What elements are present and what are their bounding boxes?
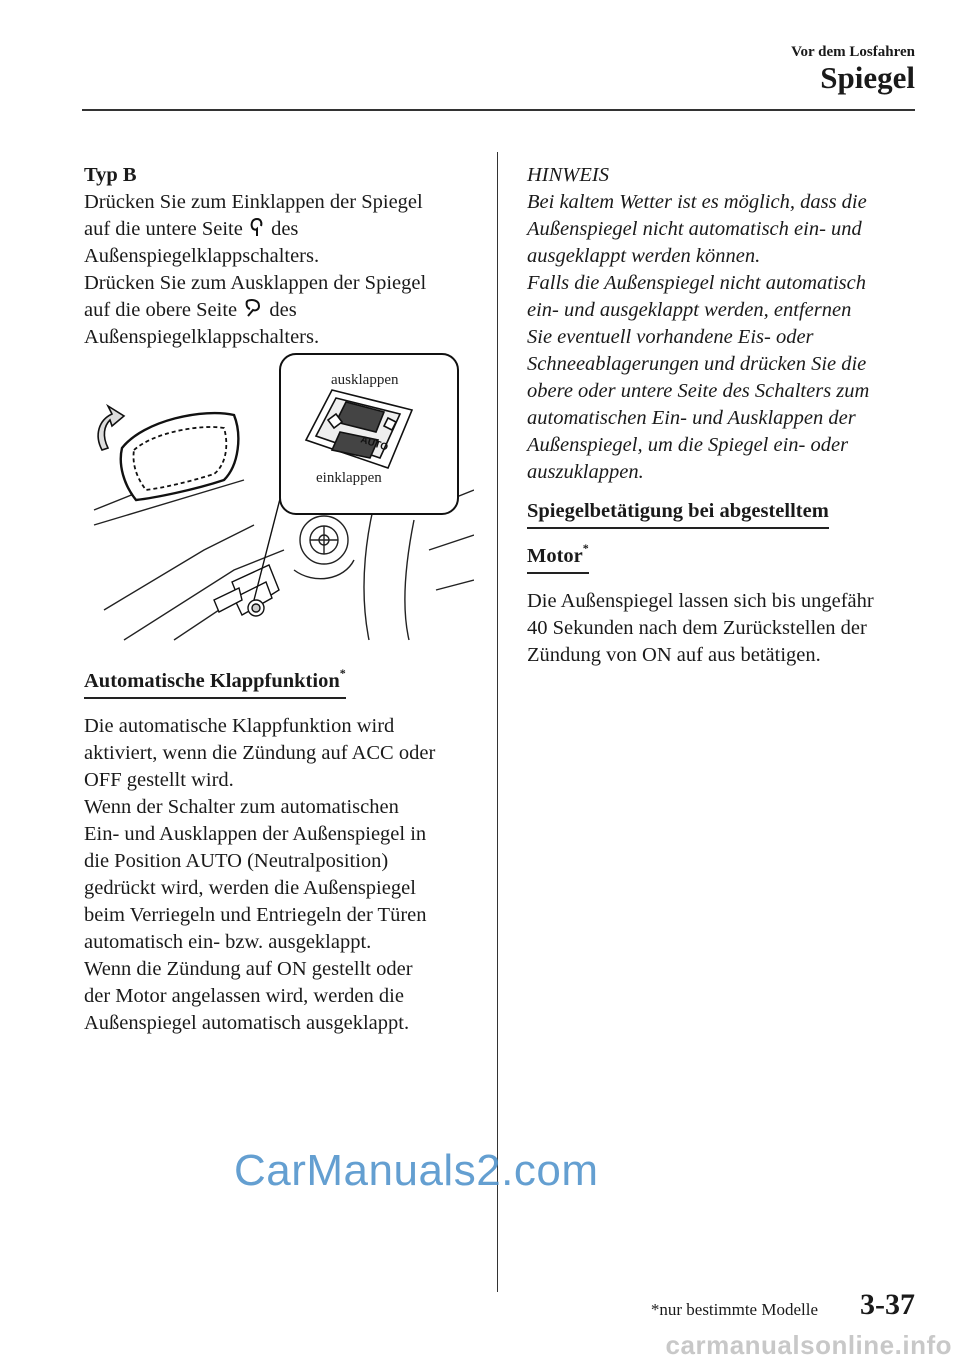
illustration-drawing bbox=[84, 350, 474, 642]
model-asterisk: * bbox=[582, 541, 589, 555]
label-einklappen: einklappen bbox=[316, 470, 382, 486]
note-line: ausgeklappt werden können. bbox=[527, 245, 761, 267]
heading-text: Automatische Klappfunktion bbox=[84, 670, 340, 692]
body-line: die Position AUTO (Neutralposition) bbox=[84, 850, 389, 872]
note-line: Sie eventuell vorhandene Eis- oder bbox=[527, 326, 814, 348]
note-line: Schneeablagerungen und drücken Sie die bbox=[527, 353, 867, 375]
body-line: gedrückt wird, werden die Außenspiegel bbox=[84, 877, 416, 899]
body-line: Die automatische Klappfunktion wird bbox=[84, 715, 395, 737]
switch-auto-text: AUTO bbox=[359, 434, 390, 454]
note-line: ein- und ausgeklappt werden, entfernen bbox=[527, 299, 852, 321]
mirror-switch-illustration bbox=[84, 350, 474, 642]
left-column-bottom bbox=[84, 660, 484, 1037]
typ-label: Typ B bbox=[84, 164, 137, 186]
section-heading-engine-off-line1: Spiegelbetätigung bei abgestelltem bbox=[527, 498, 829, 529]
page-number: 3-37 bbox=[860, 1288, 915, 1321]
label-ausklappen: ausklappen bbox=[331, 372, 399, 388]
para-line: Außenspiegelklappschalters. bbox=[84, 245, 320, 267]
para-text: auf die untere Seite bbox=[84, 218, 243, 240]
body-line: automatisch ein- bzw. ausgeklappt. bbox=[84, 931, 372, 953]
para-line: Drücken Sie zum Ausklappen der Spiegel bbox=[84, 272, 427, 294]
footer-note: *nur bestimmte Modelle bbox=[650, 1300, 818, 1319]
para-line: Drücken Sie zum Einklappen der Spiegel bbox=[84, 191, 423, 213]
body-line: Wenn der Schalter zum automatischen bbox=[84, 796, 399, 818]
para-line bbox=[84, 216, 484, 243]
bottom-site-watermark: carmanualsonline.info bbox=[665, 1330, 952, 1360]
para-text: auf die obere Seite bbox=[84, 299, 238, 321]
body-line: Außenspiegel automatisch ausgeklappt. bbox=[84, 1012, 410, 1034]
note-line: Außenspiegel nicht automatisch ein- und bbox=[527, 218, 862, 240]
left-column-top bbox=[84, 162, 484, 351]
note-line: Falls die Außenspiegel nicht automatisch bbox=[527, 272, 866, 294]
body-line: aktiviert, wenn die Zündung auf ACC oder bbox=[84, 742, 436, 764]
mirror-fold-icon bbox=[250, 217, 264, 237]
column-divider bbox=[497, 152, 498, 1292]
para-line: Außenspiegelklappschalters. bbox=[84, 326, 320, 348]
note-line: automatischen Ein- und Ausklappen der bbox=[527, 407, 856, 429]
note-line: auszuklappen. bbox=[527, 461, 644, 483]
body-line: 40 Sekunden nach dem Zurückstellen der bbox=[527, 617, 867, 639]
note-line: Bei kaltem Wetter ist es möglich, dass die bbox=[527, 191, 867, 213]
body-line: Ein- und Ausklappen der Außenspiegel in bbox=[84, 823, 427, 845]
body-line: der Motor angelassen wird, werden die bbox=[84, 985, 404, 1007]
body-line: Wenn die Zündung auf ON gestellt oder bbox=[84, 958, 413, 980]
note-line: Außenspiegel, um die Spiegel ein- oder bbox=[527, 434, 849, 456]
note-line: obere oder untere Seite des Schalters zum bbox=[527, 380, 870, 402]
right-column bbox=[527, 162, 922, 669]
note-heading: HINWEIS bbox=[527, 164, 609, 186]
header-rule bbox=[82, 109, 915, 111]
chapter-title: Vor dem Losfahren bbox=[791, 44, 915, 60]
para-text: des bbox=[269, 299, 297, 321]
page-title: Spiegel bbox=[820, 60, 915, 95]
body-line: OFF gestellt wird. bbox=[84, 769, 234, 791]
section-heading-auto-fold bbox=[84, 660, 346, 699]
body-line: Die Außenspiegel lassen sich bis ungefähr bbox=[527, 590, 874, 612]
mirror-unfold-icon bbox=[244, 298, 262, 318]
body-line: beim Verriegeln und Entriegeln der Türen bbox=[84, 904, 427, 926]
para-line bbox=[84, 297, 484, 324]
heading-text: Motor bbox=[527, 545, 583, 567]
model-asterisk: * bbox=[339, 666, 346, 680]
para-text: des bbox=[271, 218, 299, 240]
section-heading-engine-off-line2 bbox=[527, 535, 589, 574]
watermark: CarManuals2.com bbox=[234, 1146, 599, 1195]
body-line: Zündung von ON auf aus betätigen. bbox=[527, 644, 821, 666]
